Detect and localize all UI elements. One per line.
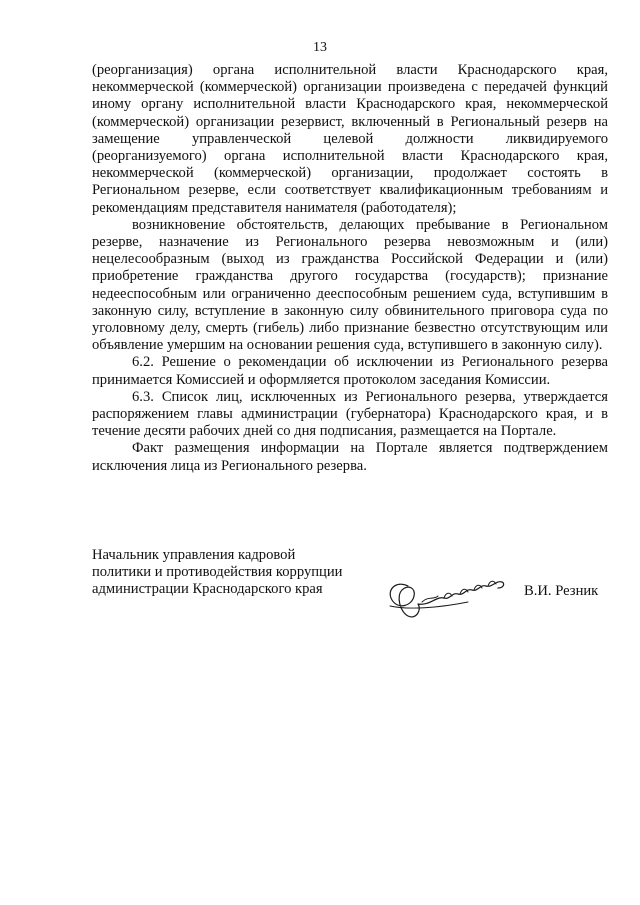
document-body (92, 62, 608, 475)
page-number: 13 (313, 40, 327, 55)
signer-name: В.И. Резник (524, 583, 599, 599)
signatory-position (92, 547, 392, 599)
position-line: политики и противодействия коррупции (92, 564, 343, 581)
paragraph-6-2: 6.2. Решение о рекомендации об исключении из Регионального резерва принимается Комиссией и оформляется протоколом заседания Комиссии. (92, 354, 608, 388)
paragraph-circumstances: возникновение обстоятельств, делающих пребывание в Региональном резерве, назначение из Регионального резерва невозможным и (или) нецелесообразным (выход из гражданства Российской Федерации и (или) приобретение гражданства другого государства (государств); признание недееспособным или ограниченно дееспособным решением суда, вступившим в законную силу, вступление в законную силу обвинительного приговора суда по уголовному делу, смерть (гибель) либо признание безвестно отсутствующим или объявление умершим на основании решения суда, вступившего в законную силу). (92, 216, 608, 354)
paragraph-portal-fact: Факт размещения информации на Портале является подтверждением исключения лица из Регионального резерва. (92, 440, 608, 474)
position-line: администрации Краснодарского края (92, 581, 323, 598)
paragraph-6-3: 6.3. Список лиц, исключенных из Регионального резерва, утверждается распоряжением главы администрации (губернатора) Краснодарского края, и в течение десяти рабочих дней со дня подписания, размещается на Портале. (92, 388, 608, 440)
position-line: Начальник управления кадровой (92, 547, 296, 563)
handwritten-signature (378, 566, 508, 624)
paragraph-reorganization: (реорганизация) органа исполнительной власти Краснодарского края, некоммерческой (коммерческой) организации произведена с передачей функций иному органу исполнительной власти Краснодарского края, некоммерческой (коммерческой) организации резервист, включенный в Региональный резерв на замещение управленческой целевой должности ликвидируемого (реорганизуемого) органа исполнительной власти Краснодарского края, некоммерческой (коммерческой) организации, продолжает состоять в Региональном резерве, если соответствует квалификационным требованиям и рекомендациям представителя нанимателя (работодателя); (92, 62, 608, 216)
